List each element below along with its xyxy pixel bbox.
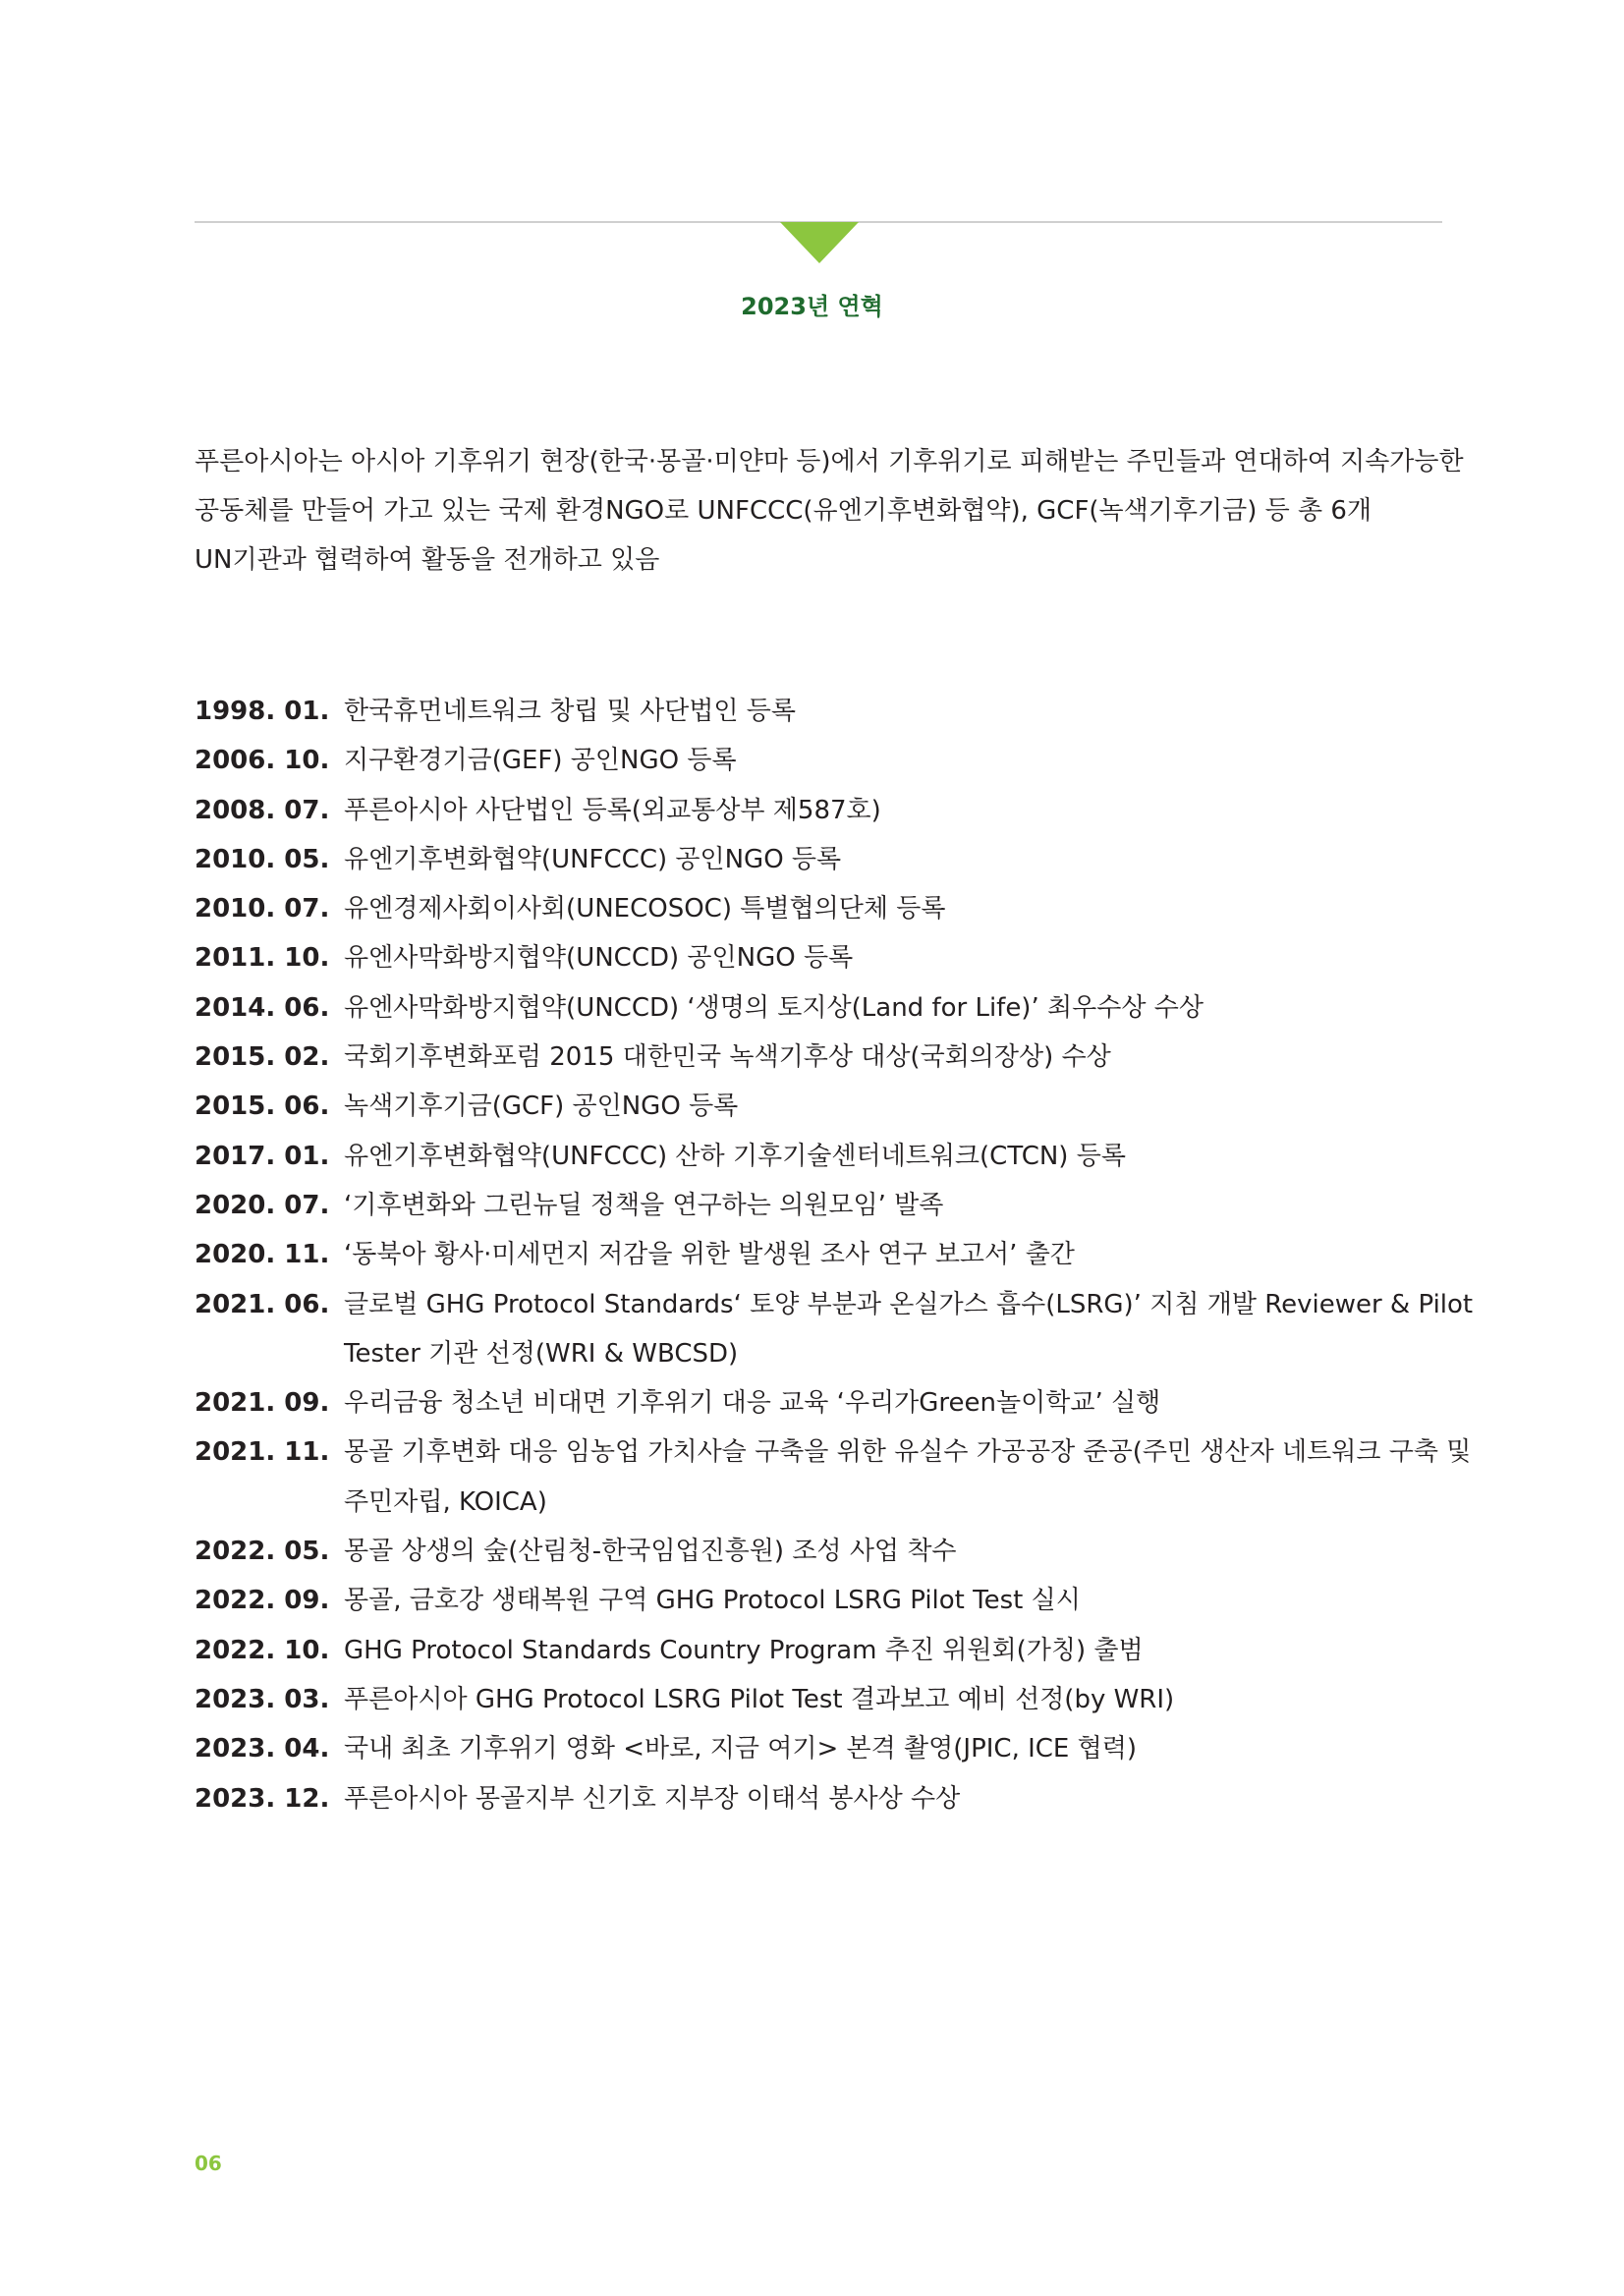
timeline-entry bbox=[195, 1378, 1462, 1428]
timeline-description bbox=[344, 1428, 1471, 1527]
page-number: 06 bbox=[195, 2152, 222, 2175]
timeline-description bbox=[344, 1230, 1462, 1279]
timeline-description-line: 국내 최초 기후위기 영화 <바로, 지금 여기> 본격 촬영(JPIC, ICE 협력) bbox=[344, 1734, 1138, 1764]
timeline-description bbox=[344, 835, 1462, 884]
timeline-description bbox=[344, 1576, 1462, 1625]
timeline-description bbox=[344, 933, 1462, 982]
timeline-description-line: 푸른아시아 몽골지부 신기호 지부장 이태석 봉사상 수상 bbox=[344, 1783, 961, 1814]
timeline-description bbox=[344, 1527, 1462, 1576]
timeline-entry bbox=[195, 1280, 1474, 1379]
timeline-description-line: 지구환경기금(GEF) 공인NGO 등록 bbox=[344, 746, 737, 776]
history-timeline bbox=[195, 687, 1474, 1823]
timeline-date: 2022. 05. bbox=[195, 1537, 330, 1567]
timeline-date: 2015. 02. bbox=[195, 1042, 330, 1073]
timeline-entry bbox=[195, 1774, 1462, 1823]
timeline-description-line: 유엔사막화방지협약(UNCCD) ‘생명의 토지상(Land for Life)’ 최우수상 수상 bbox=[344, 992, 1204, 1023]
timeline-date: 2023. 03. bbox=[195, 1684, 330, 1714]
timeline-description bbox=[344, 786, 1462, 835]
timeline-description-line: 국회기후변화포럼 2015 대한민국 녹색기후상 대상(국회의장상) 수상 bbox=[344, 1042, 1111, 1073]
timeline-description bbox=[344, 1626, 1462, 1675]
timeline-description bbox=[344, 1774, 1462, 1823]
section-title: 2023년 연혁 bbox=[741, 293, 883, 320]
timeline-entry bbox=[195, 1132, 1462, 1181]
timeline-date: 2014. 06. bbox=[195, 992, 330, 1023]
timeline-description bbox=[344, 884, 1462, 933]
timeline-description-line: 유엔사막화방지협약(UNCCD) 공인NGO 등록 bbox=[344, 943, 854, 974]
timeline-description bbox=[344, 1181, 1462, 1230]
timeline-date: 2006. 10. bbox=[195, 746, 330, 776]
timeline-description-line: 녹색기후기금(GCF) 공인NGO 등록 bbox=[344, 1092, 739, 1122]
timeline-description-line: GHG Protocol Standards Country Program 추진 위원회(가칭) 출범 bbox=[344, 1635, 1144, 1665]
timeline-description-line: 몽골 기후변화 대응 임농업 가치사슬 구축을 위한 유실수 가공공장 준공(주민 생산자 네트워크 구축 및 bbox=[344, 1437, 1472, 1468]
timeline-date: 2020. 07. bbox=[195, 1190, 330, 1220]
timeline-description bbox=[344, 1724, 1462, 1773]
timeline-entry bbox=[195, 835, 1462, 884]
timeline-description-line: ‘동북아 황사·미세먼지 저감을 위한 발생원 조사 연구 보고서’ 출간 bbox=[344, 1240, 1075, 1270]
intro-line: UN기관과 협력하여 활동을 전개하고 있음 bbox=[195, 545, 660, 575]
timeline-date: 2021. 09. bbox=[195, 1388, 330, 1419]
timeline-entry bbox=[195, 1428, 1472, 1527]
intro-paragraph bbox=[195, 437, 1462, 585]
intro-line: 푸른아시아는 아시아 기후위기 현장(한국·몽골·미얀마 등)에서 기후위기로 피해받는 주민들과 연대하여 지속가능한 bbox=[195, 447, 1464, 476]
timeline-entry bbox=[195, 1675, 1462, 1724]
timeline-date: 2021. 11. bbox=[195, 1437, 330, 1468]
timeline-description bbox=[344, 983, 1462, 1033]
timeline-entry bbox=[195, 736, 1462, 785]
timeline-description bbox=[344, 687, 1462, 736]
timeline-description bbox=[344, 1378, 1462, 1428]
timeline-entry bbox=[195, 1082, 1462, 1131]
timeline-entry bbox=[195, 1576, 1462, 1625]
timeline-description-line: 몽골 상생의 숲(산림청-한국임업진흥원) 조성 사업 착수 bbox=[344, 1537, 957, 1567]
timeline-entry bbox=[195, 1527, 1462, 1576]
timeline-date: 2021. 06. bbox=[195, 1289, 330, 1319]
triangle-marker-icon bbox=[780, 222, 859, 263]
timeline-description-line: Tester 기관 선정(WRI & WBCSD) bbox=[344, 1338, 739, 1369]
timeline-description-line: 유엔기후변화협약(UNFCCC) 산하 기후기술센터네트워크(CTCN) 등록 bbox=[344, 1141, 1126, 1171]
timeline-date: 2022. 10. bbox=[195, 1635, 330, 1665]
timeline-description-line: ‘기후변화와 그린뉴딜 정책을 연구하는 의원모임’ 발족 bbox=[344, 1190, 944, 1220]
timeline-description-line: 유엔기후변화협약(UNFCCC) 공인NGO 등록 bbox=[344, 844, 842, 874]
timeline-date: 1998. 01. bbox=[195, 697, 330, 726]
timeline-description-line: 몽골, 금호강 생태복원 구역 GHG Protocol LSRG Pilot Test 실시 bbox=[344, 1586, 1081, 1616]
timeline-description-line: 푸른아시아 GHG Protocol LSRG Pilot Test 결과보고 예비 선정(by WRI) bbox=[344, 1684, 1175, 1714]
timeline-date: 2010. 05. bbox=[195, 844, 330, 874]
timeline-entry bbox=[195, 687, 1462, 736]
timeline-entry bbox=[195, 983, 1462, 1033]
timeline-description bbox=[344, 1132, 1462, 1181]
timeline-date: 2010. 07. bbox=[195, 894, 330, 924]
timeline-date: 2015. 06. bbox=[195, 1092, 330, 1122]
timeline-description-line: 한국휴먼네트워크 창립 및 사단법인 등록 bbox=[344, 697, 797, 726]
timeline-description-line: 주민자립, KOICA) bbox=[344, 1486, 547, 1517]
timeline-date: 2023. 12. bbox=[195, 1783, 330, 1814]
timeline-description bbox=[344, 1033, 1462, 1082]
timeline-description-line: 유엔경제사회이사회(UNECOSOC) 특별협의단체 등록 bbox=[344, 894, 946, 924]
timeline-entry bbox=[195, 786, 1462, 835]
intro-line: 공동체를 만들어 가고 있는 국제 환경NGO로 UNFCCC(유엔기후변화협약), GCF(녹색기후기금) 등 총 6개 bbox=[195, 496, 1372, 526]
timeline-date: 2011. 10. bbox=[195, 943, 330, 974]
timeline-date: 2020. 11. bbox=[195, 1240, 330, 1270]
timeline-entry bbox=[195, 1724, 1462, 1773]
timeline-entry bbox=[195, 1033, 1462, 1082]
timeline-entry bbox=[195, 1230, 1462, 1279]
timeline-date: 2023. 04. bbox=[195, 1734, 330, 1764]
timeline-date: 2008. 07. bbox=[195, 795, 330, 825]
timeline-entry bbox=[195, 1181, 1462, 1230]
timeline-description bbox=[344, 1082, 1462, 1131]
timeline-entry bbox=[195, 933, 1462, 982]
timeline-description-line: 푸른아시아 사단법인 등록(외교통상부 제587호) bbox=[344, 795, 881, 825]
timeline-entry bbox=[195, 884, 1462, 933]
timeline-description bbox=[344, 736, 1462, 785]
timeline-description bbox=[344, 1675, 1462, 1724]
timeline-date: 2017. 01. bbox=[195, 1141, 330, 1171]
timeline-description-line: 우리금융 청소년 비대면 기후위기 대응 교육 ‘우리가Green놀이학교’ 실행 bbox=[344, 1388, 1161, 1419]
timeline-description bbox=[344, 1280, 1473, 1379]
timeline-entry bbox=[195, 1626, 1462, 1675]
timeline-description-line: 글로벌 GHG Protocol Standards‘ 토양 부분과 온실가스 흡수(LSRG)’ 지침 개발 Reviewer & Pilot bbox=[344, 1289, 1474, 1319]
timeline-date: 2022. 09. bbox=[195, 1586, 330, 1616]
